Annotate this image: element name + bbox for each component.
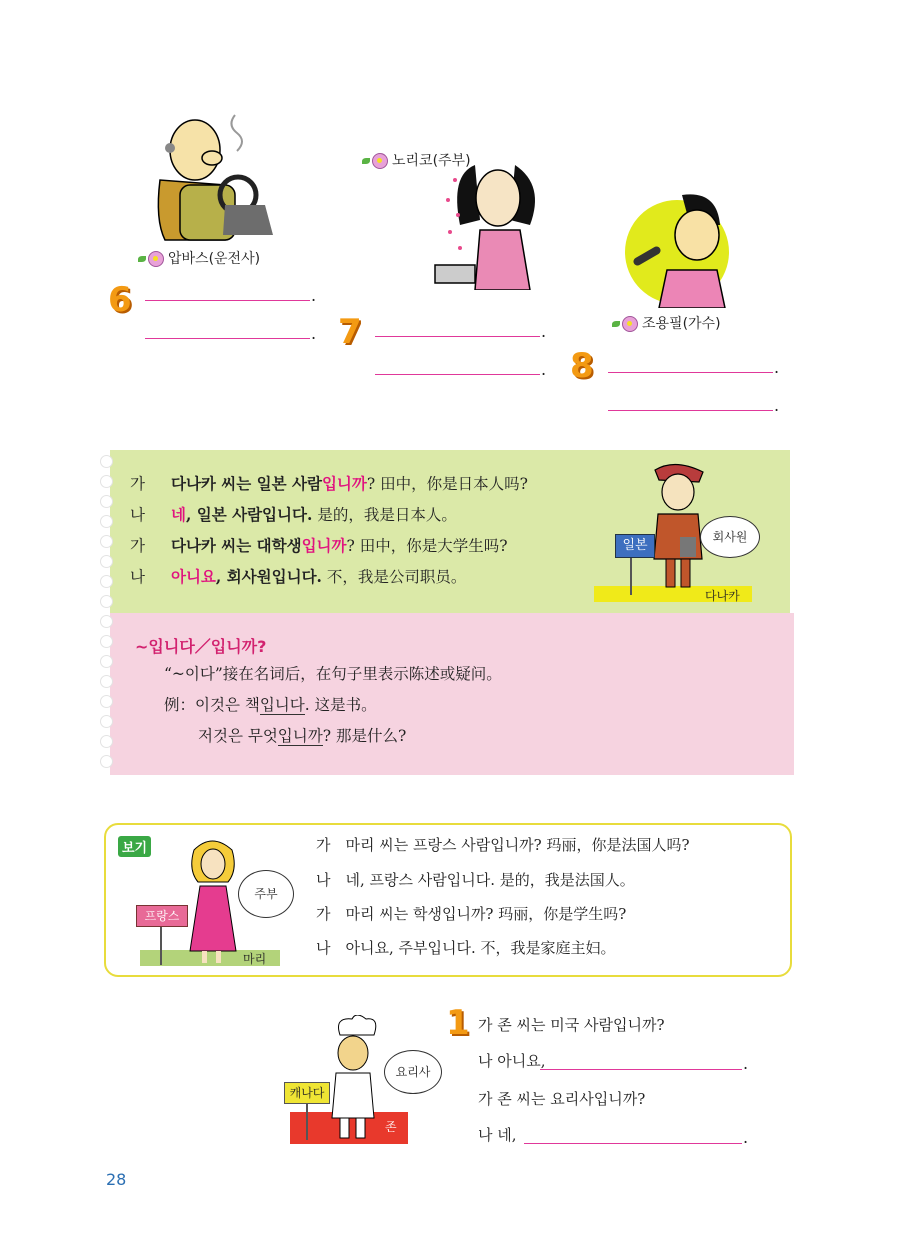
tanaka-job-bubble: 회사원 xyxy=(700,516,760,558)
john-name: 존 xyxy=(385,1120,397,1134)
john-chef-figure xyxy=(326,1015,378,1140)
model-label: 보기 xyxy=(118,836,151,857)
john-country-sign: 캐나다 xyxy=(284,1082,330,1104)
housewife-illustration xyxy=(430,160,555,290)
exercise1-line-1: 가 존 씨는 미국 사람입니까? xyxy=(478,1016,665,1034)
item7-caption: 노리코(주부) xyxy=(362,150,471,170)
item8-caption: 조용필(가수) xyxy=(612,313,721,333)
exercise1-answer-1[interactable] xyxy=(540,1069,742,1070)
example-line-4: 나 아니요, 회사원입니다. 不，我是公司职员。 xyxy=(130,567,467,586)
grammar-example-2: 저것은 무엇입니까? 那是什么? xyxy=(198,727,407,745)
model-line-1: 가 마리 씨는 프랑스 사람입니까? 玛丽，你是法国人吗? xyxy=(316,836,690,854)
page-number: 28 xyxy=(106,1170,127,1189)
item7-answer-line-2[interactable] xyxy=(375,374,540,375)
item7-answer-line-1[interactable] xyxy=(375,336,540,337)
mari-name: 마리 xyxy=(243,952,267,966)
tanaka-name: 다나카 xyxy=(705,589,740,603)
item6-answer-line-2[interactable] xyxy=(145,338,310,339)
grammar-example-1: 例：이것은 책입니다. 这是书。 xyxy=(164,696,377,714)
mari-job-bubble: 주부 xyxy=(238,870,294,918)
example-line-2: 나 네, 일본 사람입니다. 是的，我是日本人。 xyxy=(130,505,457,524)
exercise1-answer-2[interactable] xyxy=(524,1143,742,1144)
item6-caption: 압바스(운전사) xyxy=(138,248,260,268)
exercise1-line-4: 나 네, xyxy=(478,1126,517,1144)
item8-answer-line-2[interactable] xyxy=(608,410,773,411)
model-line-3: 가 마리 씨는 학생입니까? 玛丽，你是学生吗? xyxy=(316,905,627,923)
item6-number: 6 xyxy=(108,280,132,320)
grammar-description: “~이다”接在名词后，在句子里表示陈述或疑问。 xyxy=(164,665,502,683)
item8-answer-line-1[interactable] xyxy=(608,372,773,373)
grammar-title: ~입니다／입니까? xyxy=(135,637,267,656)
driver-illustration xyxy=(150,110,275,245)
exercise1-line-2: 나 아니요, xyxy=(478,1052,546,1070)
tanaka-figure xyxy=(640,462,710,590)
example-line-1: 가 다나카 씨는 일본 사람입니까? 田中，你是日本人吗? xyxy=(130,474,528,493)
mari-country-sign: 프랑스 xyxy=(136,905,188,927)
john-job-bubble: 요리사 xyxy=(384,1050,442,1094)
item8-number: 8 xyxy=(570,346,594,386)
singer-illustration xyxy=(612,190,742,308)
mari-figure xyxy=(186,838,238,966)
exercise1-line-3: 가 존 씨는 요리사입니까? xyxy=(478,1090,646,1108)
exercise1-number: 1 xyxy=(446,1003,470,1043)
item7-number: 7 xyxy=(338,312,362,352)
model-line-2: 나 네, 프랑스 사람입니다. 是的，我是法国人。 xyxy=(316,871,635,889)
example-line-3: 가 다나카 씨는 대학생입니까? 田中，你是大学生吗? xyxy=(130,536,508,555)
item6-answer-line-1[interactable] xyxy=(145,300,310,301)
tanaka-country-sign: 일본 xyxy=(615,534,655,558)
model-line-4: 나 아니요, 주부입니다. 不，我是家庭主妇。 xyxy=(316,939,616,957)
notebook-holes xyxy=(108,455,120,775)
